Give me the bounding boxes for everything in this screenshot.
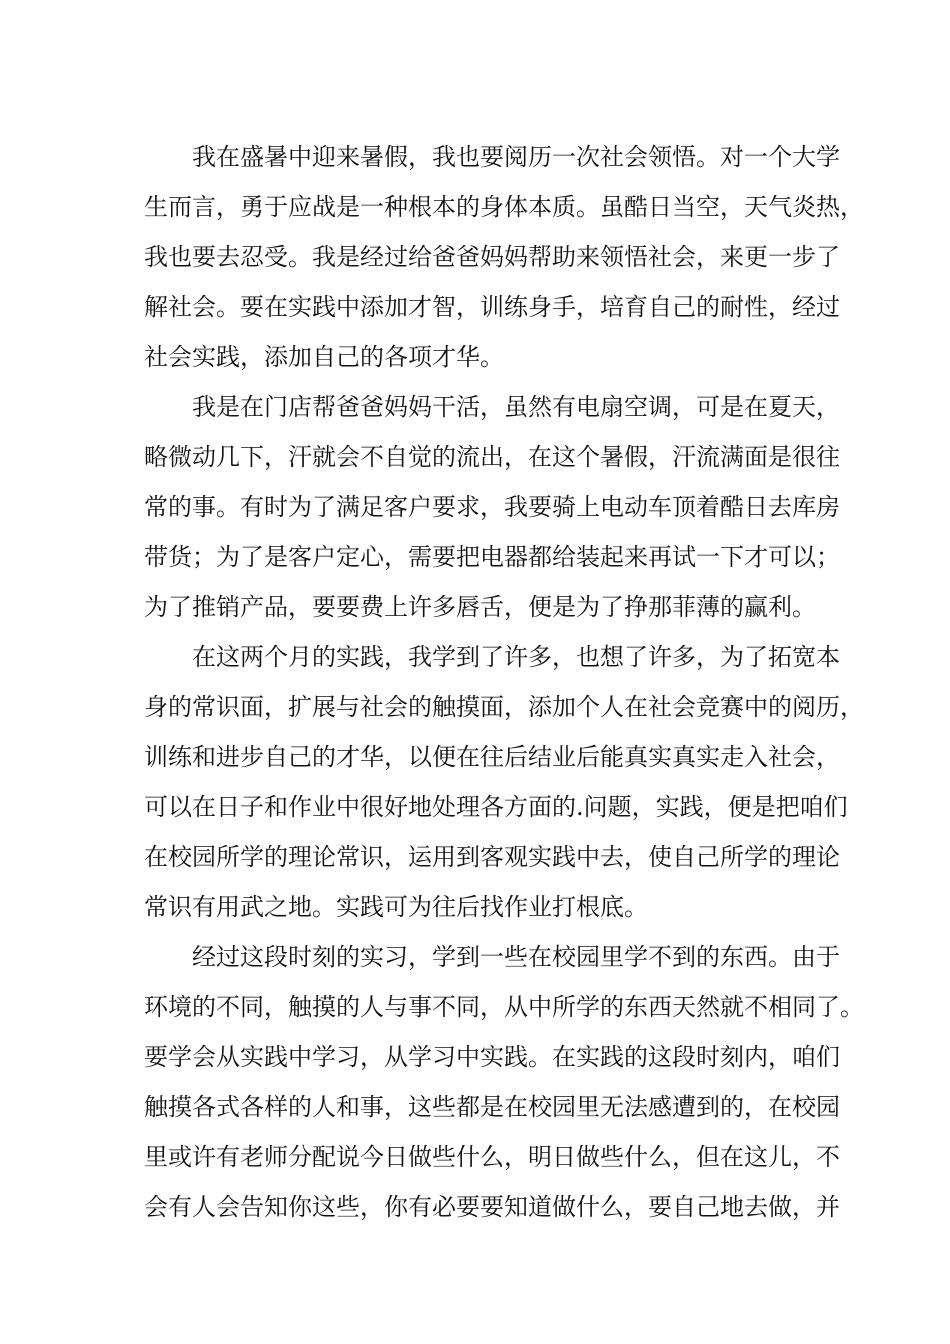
- text-line: 常识有用武之地。实践可为往后找作业打根底。: [144, 893, 648, 921]
- text-line: 训练和进步自己的才华，以便在往后结业后能真实真实走入社会，: [144, 743, 840, 771]
- document-body: [144, 132, 864, 1232]
- text-line: 社会实践，添加自己的各项才华。: [144, 343, 504, 371]
- text-line: 要学会从实践中学习，从学习中实践。在实践的这段时刻内，咱们: [144, 1043, 840, 1071]
- text-line: 为了推销产品，要要费上许多唇舌，便是为了挣那菲薄的赢利。: [144, 593, 816, 621]
- paragraph-2: [144, 382, 840, 632]
- text-line: 略微动几下，汗就会不自觉的流出，在这个暑假，汗流满面是很往: [144, 443, 840, 471]
- text-line: 带货；为了是客户定心，需要把电器都给装起来再试一下才可以；: [144, 543, 840, 571]
- text-line: 在校园所学的理论常识，运用到客观实践中去，使自己所学的理论: [144, 843, 840, 871]
- text-line: 我在盛暑中迎来暑假，我也要阅历一次社会领悟。对一个大学: [192, 143, 840, 171]
- text-line: 在这两个月的实践，我学到了许多，也想了许多，为了拓宽本: [192, 643, 840, 671]
- text-line: 生而言，勇于应战是一种根本的身体本质。虽酷日当空，天气炎热，: [144, 193, 864, 221]
- paragraph-3: [144, 632, 864, 932]
- text-line: 会有人会告知你这些，你有必要要知道做什么，要自己地去做，并: [144, 1193, 840, 1221]
- text-line: 我是在门店帮爸爸妈妈干活，虽然有电扇空调，可是在夏天，: [192, 393, 840, 421]
- text-line: 环境的不同，触摸的人与事不同，从中所学的东西天然就不相同了。: [144, 993, 864, 1021]
- paragraph-4: [144, 932, 864, 1232]
- text-line: 里或许有老师分配说今日做些什么，明日做些什么，但在这儿，不: [144, 1143, 840, 1171]
- text-line: 解社会。要在实践中添加才智，训练身手，培育自己的耐性，经过: [144, 293, 840, 321]
- paragraph-1: [144, 132, 864, 382]
- text-line: 常的事。有时为了满足客户要求，我要骑上电动车顶着酷日去库房: [144, 493, 840, 521]
- text-line: 可以在日子和作业中很好地处理各方面的.问题，实践，便是把咱们: [144, 793, 848, 821]
- text-line: 触摸各式各样的人和事，这些都是在校园里无法感遭到的，在校园: [144, 1093, 840, 1121]
- text-line: 身的常识面，扩展与社会的触摸面，添加个人在社会竞赛中的阅历，: [144, 693, 864, 721]
- text-line: 我也要去忍受。我是经过给爸爸妈妈帮助来领悟社会，来更一步了: [144, 243, 840, 271]
- text-line: 经过这段时刻的实习，学到一些在校园里学不到的东西。由于: [192, 943, 840, 971]
